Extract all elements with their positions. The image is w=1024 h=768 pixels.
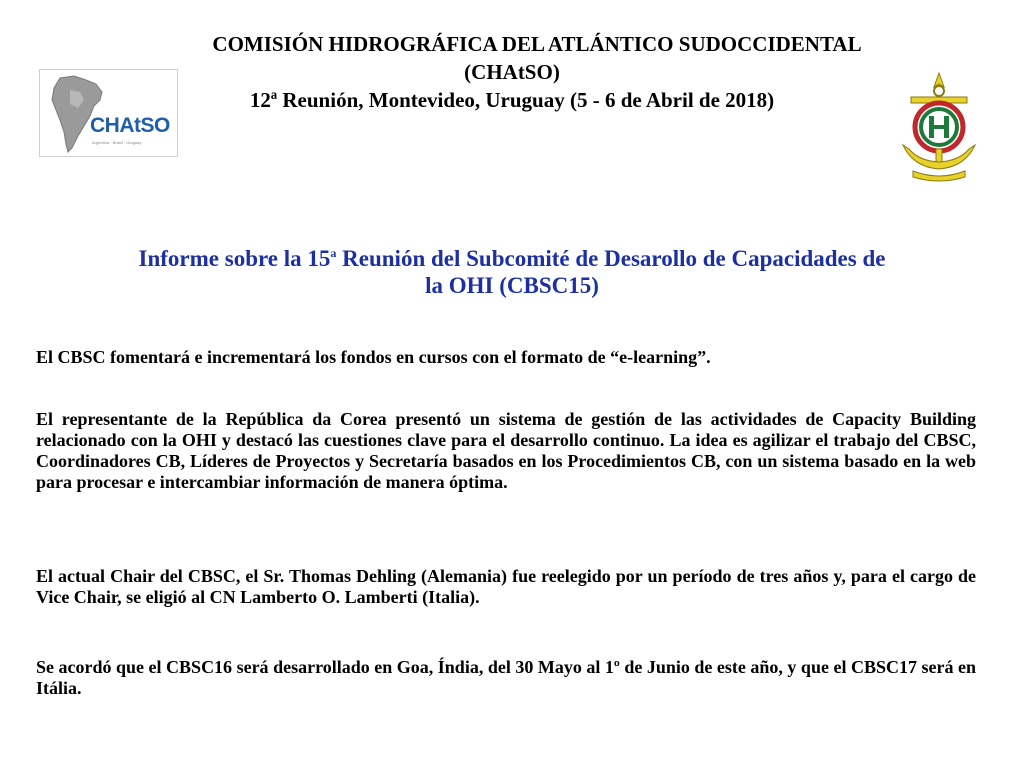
chatso-subtitle: Argentina · Brasil · Uruguay — [92, 140, 142, 145]
chatso-wordmark: CHAtSO — [90, 114, 170, 137]
paragraph-next-meetings: Se acordó que el CBSC16 será desarrollado en Goa, Índia, del 30 Mayo al 1º de Junio de este año, y que el CBSC17 será en Itália. — [36, 657, 976, 698]
header-acronym: (CHAtSO) — [464, 60, 560, 84]
title-text-end: Reunión del Subcomité de Desarollo de Capacidades de — [336, 246, 886, 271]
header-commission-name: COMISIÓN HIDROGRÁFICA DEL ATLÁNTICO SUDOCCIDENTAL — [212, 32, 862, 56]
paragraph-korea-system: El representante de la República da Corea presentó un sistema de gestión de las actividades de Capacity Building relacionado con la OHI y destacó las cuestiones clave para el desarrollo continuo. La idea es agilizar el trabajo del CBSC, Coordinadores CB, Líderes de Proyectos y Secretaría basados en los Procedimientos CB, con un sistema basado en la web para procesar e intercambiar información de manera óptima. — [36, 409, 976, 492]
chatso-logo — [39, 69, 178, 157]
paragraph-elearning: El CBSC fomentará e incrementará los fondos en cursos con el formato de “e-learning”. — [36, 347, 711, 367]
anchor-compass-emblem-icon — [893, 71, 985, 183]
title-ordinal-superscript: a — [330, 246, 337, 260]
ihi-emblem — [893, 71, 985, 183]
header-meeting-info: 12ª Reunión, Montevideo, Uruguay (5 - 6 de Abril de 2018) — [249, 88, 775, 112]
title-line-2: la OHI (CBSC15) — [425, 273, 599, 298]
paragraph-chair-election: El actual Chair del CBSC, el Sr. Thomas Dehling (Alemania) fue reelegido por un período de tres años y, para el cargo de Vice Chair, se eligió al CN Lamberto O. Lamberti (Italia). — [36, 566, 976, 607]
report-title — [30, 240, 994, 299]
title-text-start: Informe sobre la 15 — [138, 246, 331, 271]
